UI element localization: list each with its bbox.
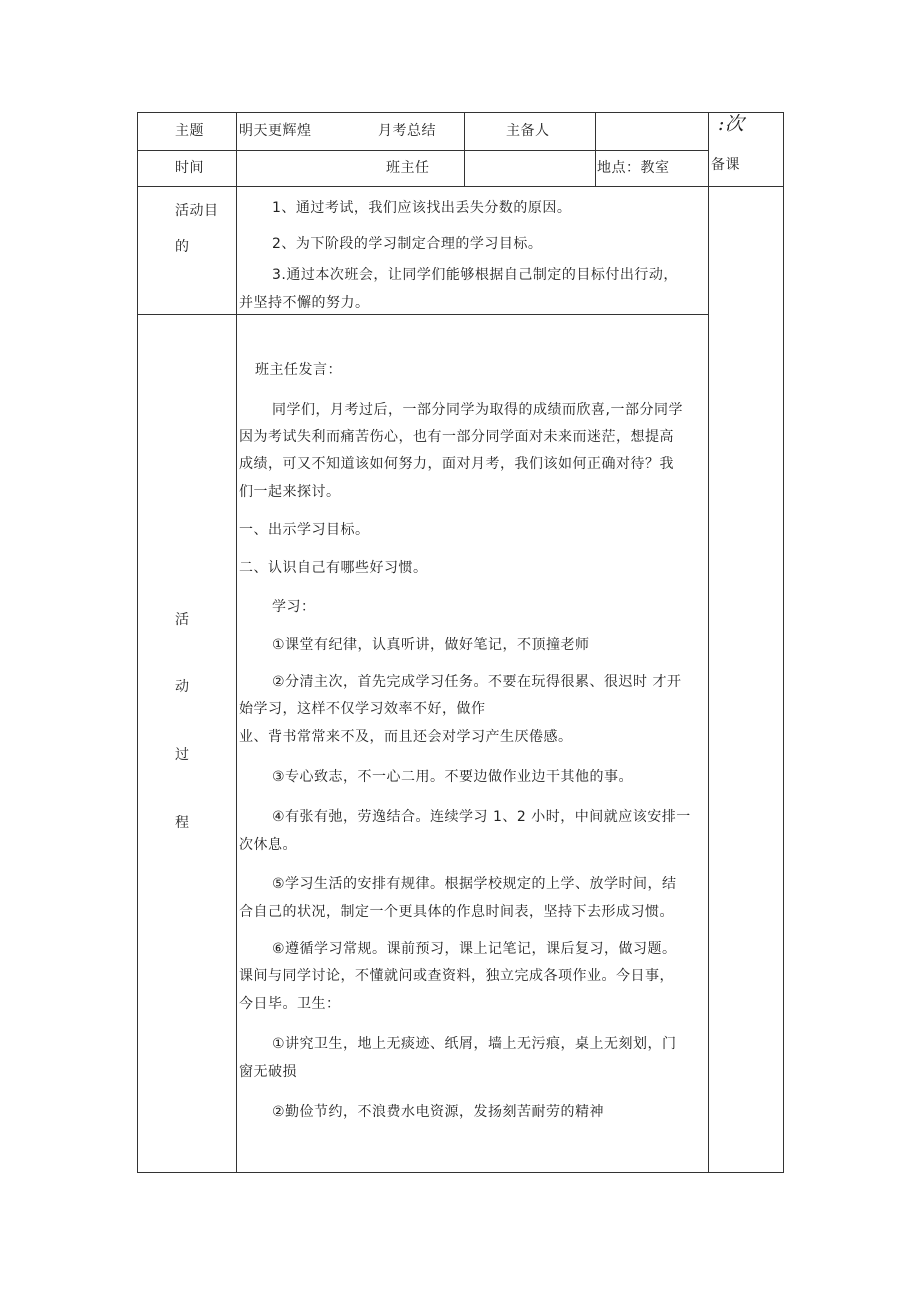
row-divider-1 <box>137 150 708 151</box>
process-line: 学习： <box>272 599 316 615</box>
process-line: 窗无破损 <box>239 1064 297 1080</box>
process-line: ④有张有弛，劳逸结合。连续学习 1、2 小时，中间就应该安排一 <box>272 809 691 825</box>
process-line: 同学们，月考过后，一部分同学为取得的成绩而欣喜,一部分同学 <box>272 402 683 418</box>
sessions-mark: :次 <box>718 113 745 135</box>
col-divider-mid <box>464 112 465 187</box>
process-label-char: 活 <box>175 612 190 628</box>
topic-value: 明天更辉煌 <box>239 123 312 139</box>
preparer-label: 主备人 <box>506 123 550 139</box>
process-line: 课间与同学讨论，不懂就问或查资料，独立完成各项作业。今日事， <box>239 968 674 984</box>
col-divider-right <box>595 112 596 187</box>
process-line: 班主任发言： <box>255 362 342 378</box>
process-line: 今日毕。卫生： <box>239 996 341 1012</box>
table-border-right <box>783 112 784 1173</box>
teacher-label: 班主任 <box>386 160 430 176</box>
col-divider-prep <box>708 112 709 1173</box>
process-line: ③专心致志，不一心二用。不要边做作业边干其他的事。 <box>272 769 634 785</box>
col-divider-label <box>236 112 237 1173</box>
location-text: 地点：教室 <box>597 160 670 176</box>
purpose-line: 1、通过考试，我们应该找出丢失分数的原因。 <box>272 200 572 216</box>
process-line: 业、背书常常来不及，而且还会对学习产生厌倦感。 <box>239 729 573 745</box>
process-line: 因为考试失利而痛苦伤心，也有一部分同学面对未来而迷茫，想提高 <box>239 429 674 445</box>
process-line: ①讲究卫生，地上无痰迹、纸屑，墙上无污痕，桌上无刻划，门 <box>272 1036 677 1052</box>
process-line: ①课堂有纪律，认真听讲，做好笔记，不顶撞老师 <box>272 637 590 653</box>
process-line: ②分清主次，首先完成学习任务。不要在玩得很累、很迟时 才开 <box>272 674 682 690</box>
purpose-line: 3.通过本次班会，让同学们能够根据自己制定的目标付出行动， <box>272 267 678 283</box>
purpose-label-1: 活动目 <box>175 203 219 219</box>
topic-subtitle: 月考总结 <box>378 123 436 139</box>
process-line: 二、认识自己有哪些好习惯。 <box>239 560 428 576</box>
purpose-line: 2、为下阶段的学习制定合理的学习目标。 <box>272 236 543 252</box>
row-divider-2 <box>137 186 784 187</box>
process-label-char: 过 <box>175 747 190 763</box>
process-line: ②勤俭节约，不浪费水电资源，发扬刻苦耐劳的精神 <box>272 1104 605 1120</box>
process-line: 始学习，这样不仅学习效率不好，做作 <box>239 701 486 717</box>
process-label-char: 动 <box>175 679 190 695</box>
topic-label: 主题 <box>175 123 204 139</box>
process-label-char: 程 <box>175 815 190 831</box>
process-line: 合自己的状况，制定一个更具体的作息时间表，坚持下去形成习惯。 <box>239 904 674 920</box>
process-line: 成绩，可又不知道该如何努力，面对月考，我们该如何正确对待？我 <box>239 456 674 472</box>
table-border-top <box>137 112 784 113</box>
table-border-bottom <box>137 1172 784 1173</box>
process-line: ⑥遵循学习常规。课前预习，课上记笔记，课后复习，做习题。 <box>272 941 677 957</box>
purpose-line: 并坚持不懈的努力。 <box>239 295 370 311</box>
time-label: 时间 <box>175 160 204 176</box>
process-line: 一、出示学习目标。 <box>239 522 370 538</box>
process-line: 次休息。 <box>239 837 297 853</box>
table-border-left <box>137 112 138 1173</box>
purpose-label-2: 的 <box>175 239 190 255</box>
process-line: ⑤学习生活的安排有规律。根据学校规定的上学、放学时间，结 <box>272 876 677 892</box>
prep-label: 备课 <box>711 157 740 173</box>
row-divider-3 <box>137 314 708 315</box>
process-line: 们一起来探讨。 <box>239 484 341 500</box>
